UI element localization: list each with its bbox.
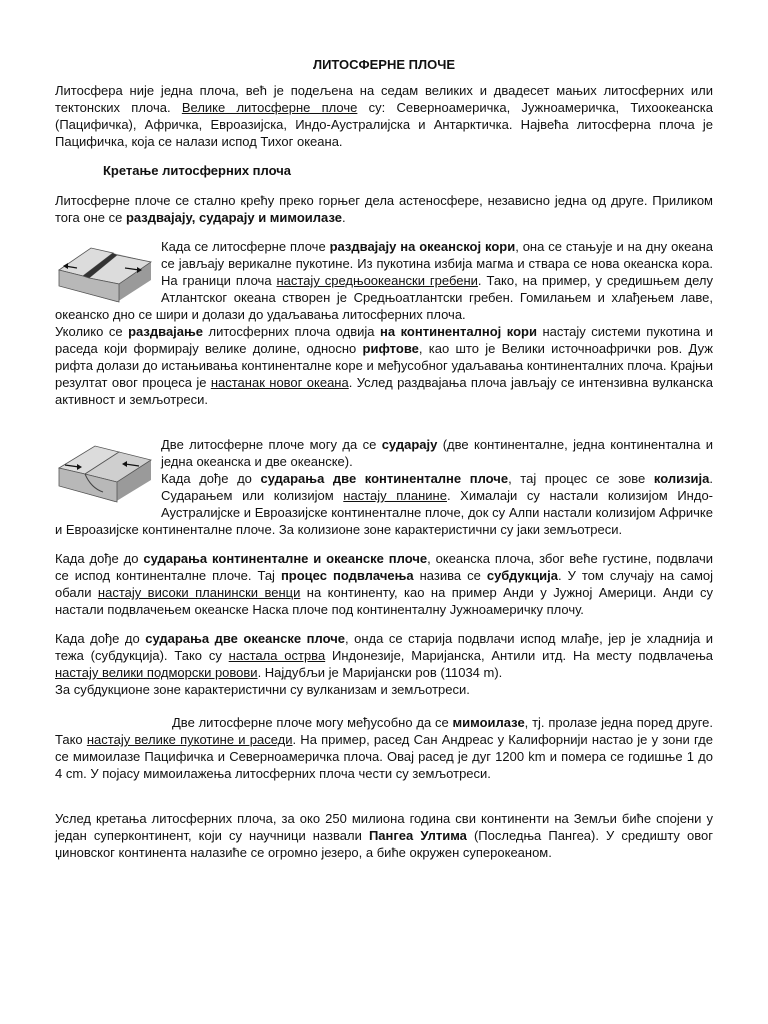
intro-paragraph: Литосфера није једна плоча, већ је подељена на седам великих и двадесет мањих литосферних или тектонских плоча. Велике литосферне плоче су: Северноамеричка, Јужноамеричка, Тихоокеанска (Пацифичка), Афричка, Евроазијска, Индо-Аустралијска и Антарктичка. Највећа литосферна плоча је Пацифичка, која се налази испод Тихог океана. <box>55 83 714 149</box>
subduction-ocean-ocean-paragraph: Када дође до сударања две океанске плоче, онда се старија подвлачи испод млађе, јер је хладнија и тежа (субдукција). Тако су настала острва Индонезије, Маријанска, Антили итд. На месту подвлачења настају велики подморски ровови. Најдубљи је Маријански ров (11034 m). <box>55 631 714 680</box>
divergent-continent-paragraph: Уколико се раздвајање литосферних плоча одвија на континенталној кори настају системи пукотина и раседа који формирају велике долине, односно рифтове, као што је Велики источноафрички ров. Дуж рифта долази до истањивања континенталне коре и међусобног удаљавања континенталних плоча. Крајњи резултат овог процеса је настанак новог океана. Услед раздвајања плоча јављају се интензивна вулканска активност и земљотреси. <box>55 324 714 407</box>
section-heading: Кретање литосферних плоча <box>103 163 291 178</box>
colliding-plates-diagram <box>55 440 155 504</box>
divergent-plates-diagram <box>55 240 155 304</box>
movement-paragraph: Литосферне плоче се стално крећу преко горњег дела астеносфере, независно једна од друге. Приликом тога оне се раздвајају, сударају и мимоилазе. <box>55 193 713 225</box>
page-title: ЛИТОСФЕРНЕ ПЛОЧЕ <box>312 57 456 72</box>
pangea-paragraph: Услед кретања литосферних плоча, за око 250 милиона година сви континенти на Земљи биће спојени у један суперконтинент, који су научници назвали Пангеа Ултима (Последња Пангеа). У средишту овог џиновског континента налазиће се огромно језеро, а биће окружен суперокеаном. <box>55 811 713 860</box>
subduction-note: За субдукционе зоне карактеристични су вулканизам и земљотреси. <box>55 682 470 697</box>
collision-paragraph: Две литосферне плоче могу да се сударају (две континенталне, једна континентална и једна океанска и две океанске). <box>161 437 714 469</box>
transform-paragraph: Две литосферне плоче могу међусобно да се мимоилазе, тј. пролазе једна поред друге. Тако настају велике пукотине и раседи. На пример, расед Сан Андреас у Калифорнији настао је у зони где се мимоилазе Пацифичка и Северноамеричка плоча. Овај расед је дуг 1200 km и помера се годишње 1 до 4 cm. У појасу мимоилажења литосферних плоча чести су земљотреси. <box>55 715 713 781</box>
divergent-ocean-paragraph: Када се литосферне плоче раздвајају на океанској кори, она се стањује и на дну океана се јављају верикалне пукотине. Из пукотина избија магма и ствара се нова океанска кора. На граници плоча настају средњоокеански гребени. Тако, на пример, у средишњем делу Атлантског океана створен је Средњоатлантски гребен. Гомилањем и хлађењем лаве, океанско дно се шири и долази до удаљавања литосферних плоча. <box>55 239 713 322</box>
subduction-continent-ocean-paragraph: Када дође до сударања континенталне и океанске плоче, океанска плоча, због веће густине, подвлачи се испод континенталне плоче. Тај процес подвлачења назива се субдукција. У том случају на самој обали настају високи планински венци на континенту, као на пример Анди у Јужној Америци. Анди су настали подвлачењем океанске Наска плоче под континенталну Јужноамеричку плочу. <box>55 551 714 617</box>
continental-collision-paragraph: Када дође до сударања две континенталне плоче, тај процес се зове колизија. Сударањем или колизијом настају планине. Хималаји су настали колизијом Индо-Аустралијске и Евроазијске континенталне плоче, док су Алпи настали колизијом Афричке и Евроазијске континенталне плоче. За колизионе зоне карактеристични су јаки земљотреси. <box>55 471 714 537</box>
document-page <box>55 56 713 861</box>
